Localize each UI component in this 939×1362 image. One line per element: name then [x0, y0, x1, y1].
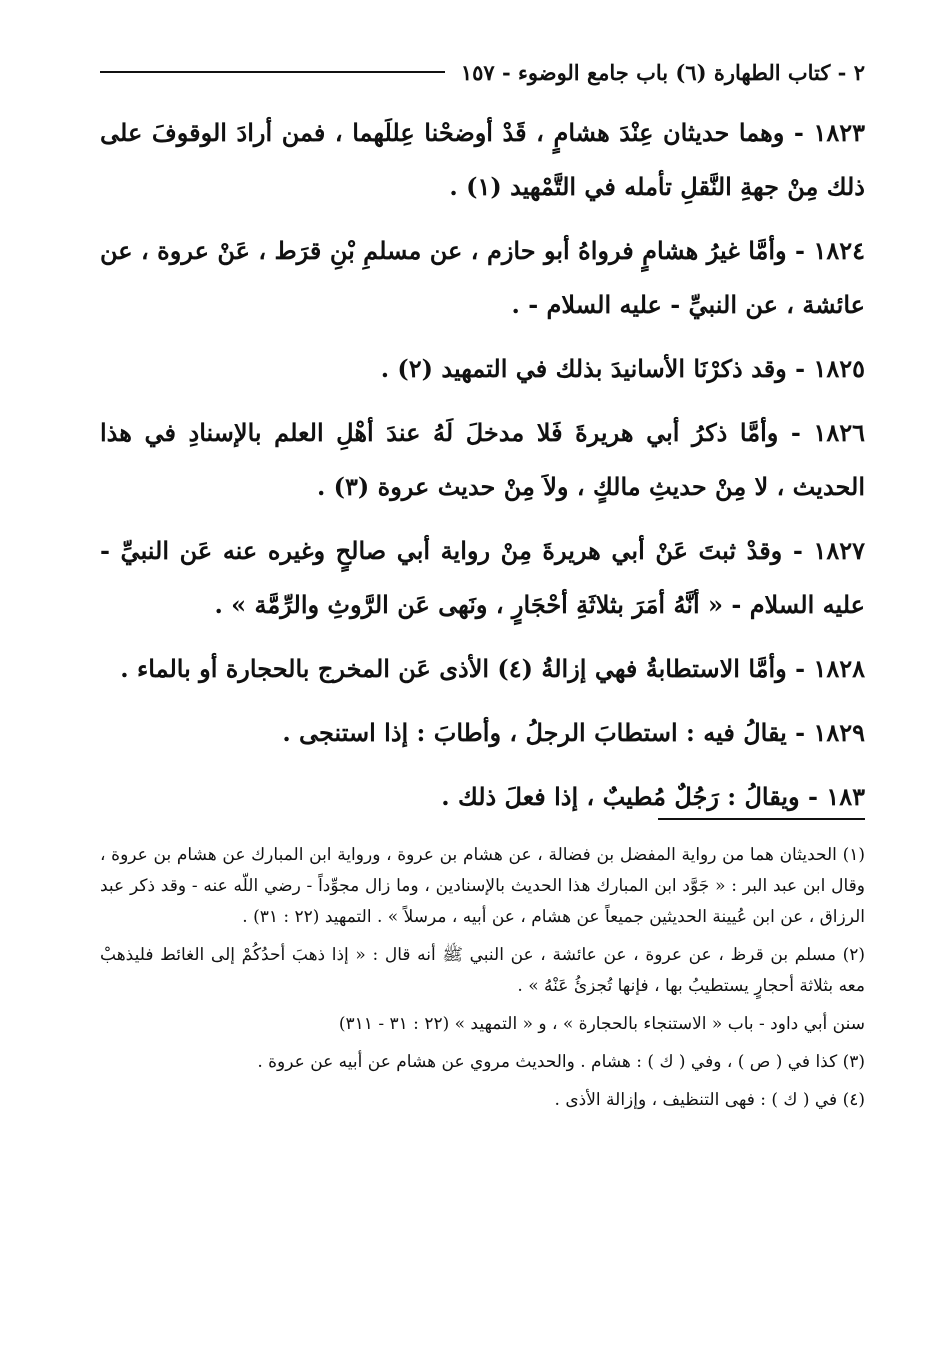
paragraph-1825: ١٨٢٥ - وقد ذكرْنَا الأسانيدَ بذلك في التمهيد (٢) .	[380, 354, 865, 383]
footnote-2-source: سنن أبي داود - باب « الاستنجاء بالحجارة » ، و « التمهيد » (٢٢ : ٣١ - ٣١١)	[338, 1014, 865, 1034]
footnotes	[100, 840, 865, 1123]
paragraph-1828: ١٨٢٨ - وأمَّا الاستطابةُ فهي إزالةُ (٤) الأذى عَن المخرج بالحجارة أو بالماء .	[120, 654, 865, 683]
footnote-1: (١) الحديثان هما من رواية المفضل بن فضالة ، عن هشام بن عروة ، ورواية ابن المبارك عن هشام بن عروة ، وقال ابن عبد البر : « جَوَّد ابن المبارك هذا الحديث بالإسنادين ، وما زال مجوِّداً - رضي اللّه عنه - وقد ذكر عبد الرزاق ، عن ابن عُيينة الحديثين جميعاً عن هشام ، عن أبيه ، مرسلاً » . التمهيد (٢٢ : ٣١) .	[100, 845, 865, 927]
header-title: ٢ - كتاب الطهارة (٦) باب جامع الوضوء - ١٥٧	[460, 59, 865, 85]
main-text	[100, 106, 865, 834]
paragraph-1829: ١٨٢٩ - يقالُ فيه : استطابَ الرجلُ ، وأطابَ : إذا استنجى .	[282, 718, 865, 747]
paragraph-1827: ١٨٢٧ - وقدْ ثبتَ عَنْ أبي هريرةَ مِنْ رواية أبي صالحٍ وغيره عنه عَن النبيِّ - عليه السلام - « أنَّهُ أمَرَ بثلاثَةِ أحْجَارٍ ، ونَهى عَن الرَّوثِ والرِّمَّة » .	[100, 536, 865, 619]
footnote-2: (٢) مسلم بن قرظ ، عن عروة ، عن عائشة ، عن النبي ﷺ أنه قال : « إذا ذهبَ أحدُكُمْ إلى الغائط فليذهبْ معه بثلاثة أحجارٍ يستطيبُ بها ، فإنها تُجزئُ عَنْهُ » .	[100, 945, 865, 996]
footnote-separator	[658, 818, 865, 820]
paragraph-183: ١٨٣ - ويقالُ : رَجُلٌ مُطيبٌ ، إذا فعلَ ذلك .	[441, 782, 865, 811]
running-header	[100, 52, 865, 92]
paragraph-1823: ١٨٢٣ - وهما حديثان عِنْدَ هشامٍ ، قَدْ أوضحْنا عِللَهما ، فمن أرادَ الوقوفَ على ذلك مِنْ جهةِ النَّقلِ تأمله في التَّمْهيد (١) .	[100, 118, 865, 201]
paragraph-1824: ١٨٢٤ - وأمَّا غيرُ هشامٍ فرواهُ أبو حازم ، عن مسلمِ بْنِ قرَط ، عَنْ عروة ، عن عائشة ، عن النبيِّ - عليه السلام - .	[100, 236, 865, 319]
footnote-3: (٣) كذا في ( ص ) ، وفي ( ك ) : هشام . والحديث مروي عن هشام عن أبيه عن عروة .	[257, 1052, 865, 1072]
header-rule	[100, 71, 445, 73]
footnote-4: (٤) في ( ك ) : فهى التنظيف ، وإزالة الأذى .	[554, 1090, 865, 1110]
paragraph-1826: ١٨٢٦ - وأمَّا ذكرُ أبي هريرةَ فَلا مدخلَ لَهُ عندَ أهْلِ العلم بالإسنادِ في هذا الحديث ، لا مِنْ حديثِ مالكٍ ، ولاَ مِنْ حديث عروة (٣) .	[100, 418, 865, 501]
